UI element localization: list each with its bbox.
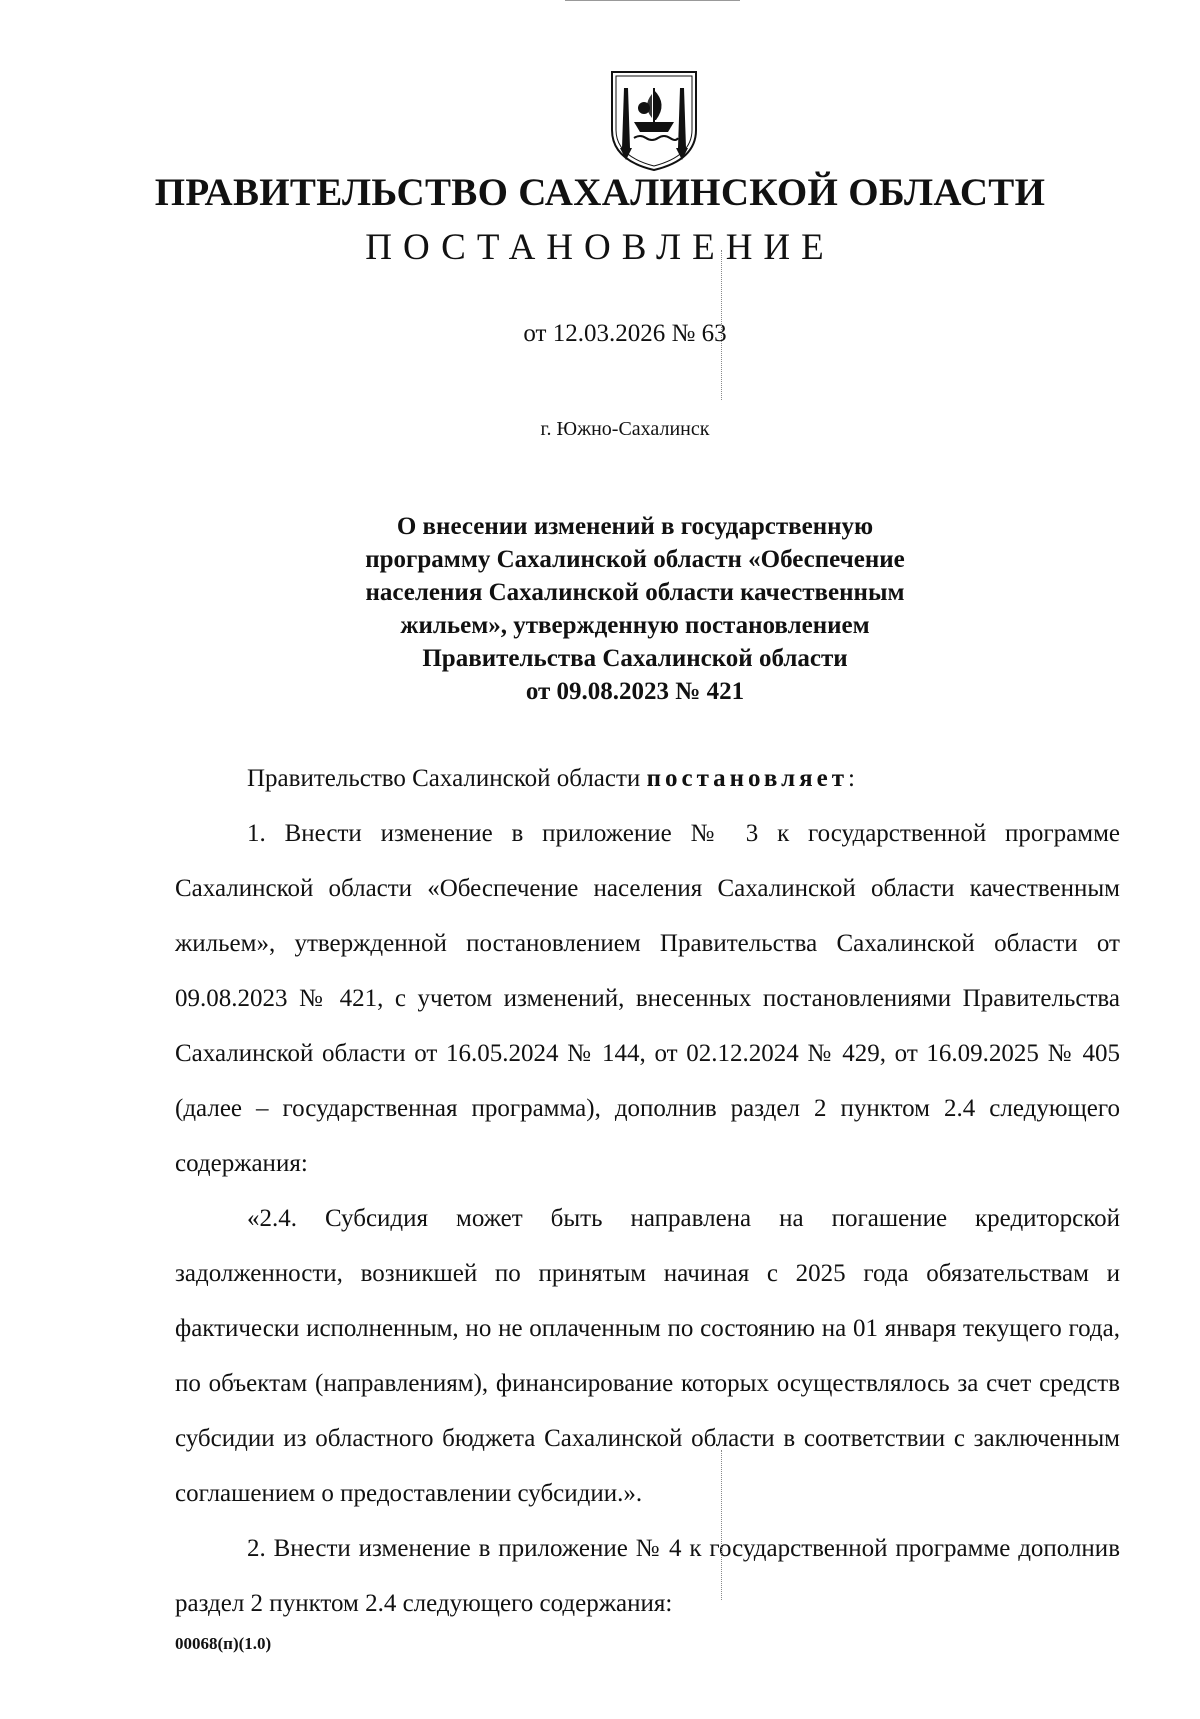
document-date-number: от 12.03.2026 № 63 xyxy=(523,320,727,347)
preamble xyxy=(175,751,1120,806)
preamble-keyword: постановляет xyxy=(646,765,849,792)
paragraph-2: 2. Внести изменение в приложение № 4 к государственной программе дополнив раздел 2 пунктом 2.4 следующего содержания: xyxy=(175,1535,1120,1617)
organization-name: ПРАВИТЕЛЬСТВО САХАЛИНСКОЙ ОБЛАСТИ xyxy=(154,171,1046,214)
document-title xyxy=(320,510,950,708)
document-type: ПОСТАНОВЛЕНИЕ xyxy=(365,227,835,268)
preamble-colon: : xyxy=(848,765,855,792)
coat-of-arms-icon xyxy=(606,68,702,172)
title-line: жильем», утвержденную постановлением xyxy=(400,612,870,639)
title-line: программу Сахалинской областн «Обеспечение xyxy=(365,546,905,573)
scan-fold-mark xyxy=(721,250,722,400)
title-line: О внесении изменений в государственную xyxy=(396,513,874,540)
preamble-text: Правительство Сахалинской области xyxy=(247,765,647,792)
document-city: г. Южно-Сахалинск xyxy=(540,418,710,440)
title-line: от 09.08.2023 № 421 xyxy=(525,678,745,705)
paragraph-1: 1. Внести изменение в приложение № 3 к государственной программе Сахалинской области «Обеспечение населения Сахалинской области качественным жильем», утвержденной постановлением Правительства Сахалинской области от 09.08.2023 № 421, с учетом изменений, внесенных постановлениями Правительства Сахалинской области от 16.05.2024 № 144, от 02.12.2024 № 429, от 16.09.2025 № 405 (далее – государственная программа), дополнив раздел 2 пунктом 2.4 следующего содержания: xyxy=(175,820,1120,1177)
form-code: 00068(п)(1.0) xyxy=(175,1634,272,1653)
scan-fold-mark xyxy=(721,1450,722,1600)
document-body xyxy=(175,751,1120,1631)
scan-top-rule xyxy=(565,0,740,2)
title-line: населения Сахалинской области качественным xyxy=(365,579,905,606)
title-line: Правительства Сахалинской области xyxy=(422,645,848,672)
paragraph-quote-2-4: «2.4. Субсидия может быть направлена на погашение кредиторской задолженности, возникшей по принятым начиная с 2025 года обязательствам и фактически исполненным, но не оплаченным по состоянию на 01 января текущего года, по объектам (направлениям), финансирование которых осуществлялось за счет средств субсидии из областного бюджета Сахалинской области в соответствии с заключенным соглашением о предоставлении субсидии.». xyxy=(175,1205,1120,1507)
